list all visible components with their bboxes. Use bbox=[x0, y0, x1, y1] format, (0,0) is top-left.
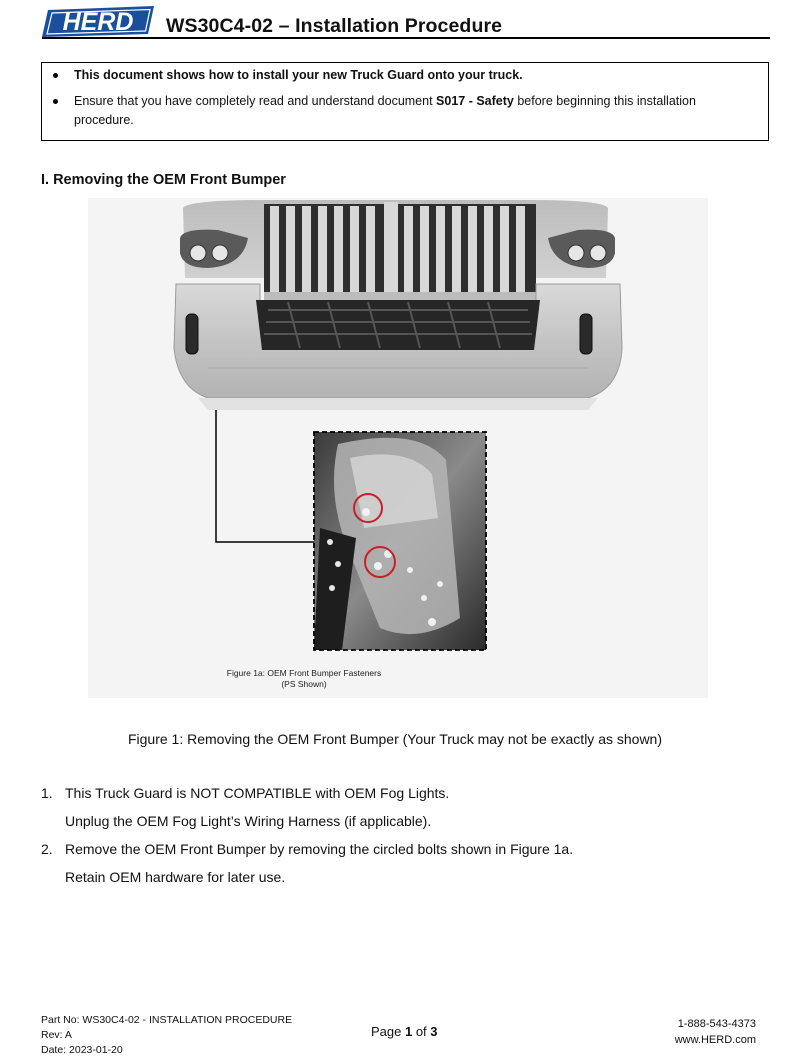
phone-number: 1-888-543-4373 bbox=[677, 1018, 756, 1030]
notice-item: This document shows how to install your new Truck Guard onto your truck. bbox=[52, 66, 758, 85]
truck-front-illustration bbox=[88, 198, 708, 698]
left-fog-light-slot bbox=[186, 314, 198, 354]
svg-text:HERD: HERD bbox=[62, 8, 134, 36]
safety-doc-reference: S017 - Safety bbox=[436, 94, 514, 108]
lower-grille bbox=[256, 300, 540, 350]
document-title: WS30C4-02 – Installation Procedure bbox=[166, 15, 503, 37]
part-number: Part No: WS30C4-02 - INSTALLATION PROCEDURE bbox=[41, 1014, 293, 1026]
header-divider bbox=[42, 37, 770, 39]
website-link[interactable]: www.HERD.com bbox=[674, 1034, 756, 1046]
section-heading: I. Removing the OEM Front Bumper bbox=[41, 172, 286, 188]
herd-logo bbox=[42, 4, 156, 38]
revision: Rev: A bbox=[41, 1029, 72, 1041]
notice-item: Ensure that you have completely read and understand document S017 - Safety before beginning this installation procedure. bbox=[52, 92, 758, 130]
document-date: Date: 2023-01-20 bbox=[41, 1044, 123, 1056]
grille bbox=[264, 202, 536, 300]
notice-box bbox=[41, 62, 769, 141]
right-fog-light-slot bbox=[580, 314, 592, 354]
figure-1 bbox=[88, 198, 708, 698]
footer-document-info bbox=[41, 1013, 292, 1057]
page-header bbox=[42, 2, 770, 40]
footer-contact bbox=[675, 1016, 756, 1048]
inset-caption: Figure 1a: OEM Front Bumper Fasteners (PS Shown) bbox=[226, 668, 382, 689]
inset-photo-bumper-fasteners bbox=[314, 432, 486, 650]
page-number: Page 1 of 3 bbox=[371, 1024, 438, 1039]
figure-caption: Figure 1: Removing the OEM Front Bumper (Your Truck may not be exactly as shown) bbox=[127, 731, 663, 747]
